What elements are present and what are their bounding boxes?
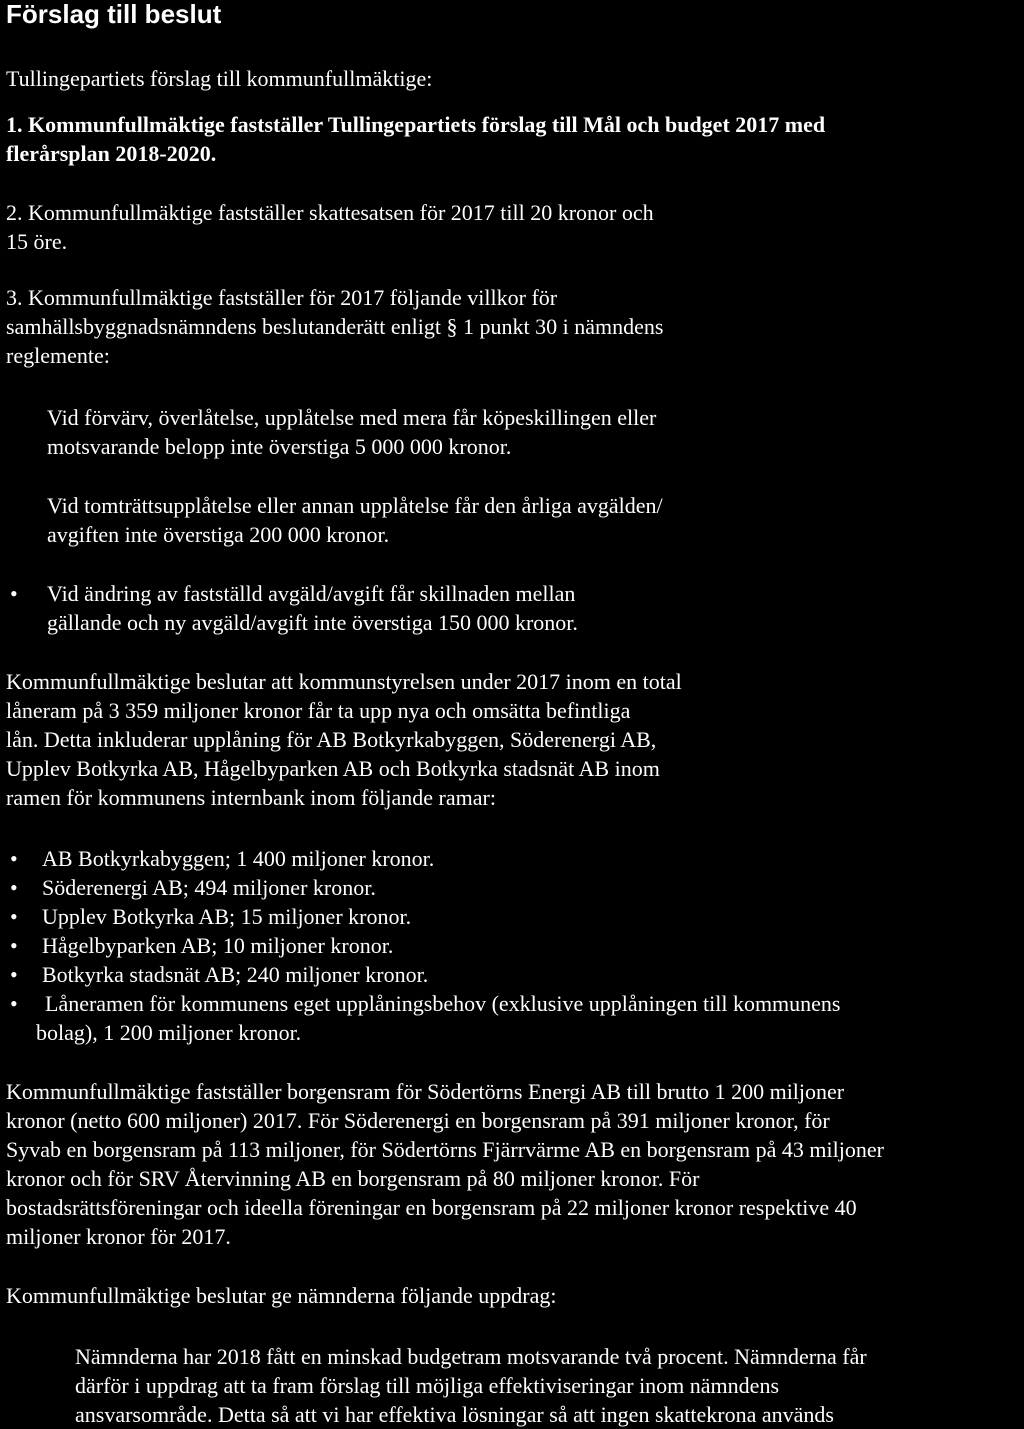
intro-text: Tullingepartiets förslag till kommunfullmäktige:: [6, 66, 433, 91]
loan-item-2: Söderenergi AB; 494 miljoner kronor.: [42, 875, 376, 900]
loan-item-3-bullet: •: [10, 904, 18, 929]
loan-item-4: Hågelbyparken AB; 10 miljoner kronor.: [42, 933, 394, 958]
assignment-intro: Kommunfullmäktige beslutar ge nämnderna följande uppdrag:: [6, 1283, 557, 1308]
loan-line4: Upplev Botkyrka AB, Hågelbyparken AB och Botkyrka stadsnät AB inom: [6, 756, 660, 781]
loan-item-6-bullet: •: [10, 991, 18, 1016]
loan-item-6-line2: bolag), 1 200 miljoner kronor.: [36, 1020, 302, 1045]
item3-line1: 3. Kommunfullmäktige fastställer för 2017 följande villkor för: [6, 285, 558, 310]
guarantee-line3: Syvab en borgensram på 113 miljoner, för Södertörns Fjärrvärme AB en borgensram på 43 miljoner: [6, 1137, 884, 1162]
condition-2-line2: avgiften inte överstiga 200 000 kronor.: [47, 522, 390, 547]
item1-line1: 1. Kommunfullmäktige fastställer Tullingepartiets förslag till Mål och budget 2017 med: [6, 112, 826, 137]
loan-item-3: Upplev Botkyrka AB; 15 miljoner kronor.: [42, 904, 412, 929]
guarantee-line6: miljoner kronor för 2017.: [6, 1224, 231, 1249]
loan-line1: Kommunfullmäktige beslutar att kommunstyrelsen under 2017 inom en total: [6, 669, 682, 694]
guarantee-line1: Kommunfullmäktige fastställer borgensram för Södertörns Energi AB till brutto 1 200 miljoner: [6, 1079, 845, 1104]
assignment-line2: därför i uppdrag att ta fram förslag till möjliga effektiviseringar inom nämndens: [75, 1373, 779, 1398]
loan-item-1: AB Botkyrkabyggen; 1 400 miljoner kronor.: [42, 846, 435, 871]
condition-1-line1: Vid förvärv, överlåtelse, upplåtelse med mera får köpeskillingen eller: [47, 405, 657, 430]
condition-3-bullet: •: [10, 581, 18, 606]
guarantee-line2: kronor (netto 600 miljoner) 2017. För Söderenergi en borgensram på 391 miljoner kronor, för: [6, 1108, 830, 1133]
condition-3-line2: gällande och ny avgäld/avgift inte överstiga 150 000 kronor.: [47, 610, 578, 635]
condition-1-line2: motsvarande belopp inte överstiga 5 000 000 kronor.: [47, 434, 512, 459]
page-title: Förslag till beslut: [6, 0, 222, 29]
loan-item-5-bullet: •: [10, 962, 18, 987]
loan-line5: ramen för kommunens internbank inom följande ramar:: [6, 785, 496, 810]
loan-item-5: Botkyrka stadsnät AB; 240 miljoner kronor.: [42, 962, 429, 987]
condition-2-line1: Vid tomträttsupplåtelse eller annan upplåtelse får den årliga avgälden/: [47, 493, 663, 518]
loan-item-6-line1: Låneramen för kommunens eget upplåningsbehov (exklusive upplåningen till kommunens: [45, 991, 841, 1016]
loan-item-2-bullet: •: [10, 875, 18, 900]
item2-line1: 2. Kommunfullmäktige fastställer skattesatsen för 2017 till 20 kronor och: [6, 200, 654, 225]
item2-line2: 15 öre.: [6, 229, 68, 254]
guarantee-line5: bostadsrättsföreningar och ideella föreningar en borgensram på 22 miljoner kronor respektive 40: [6, 1195, 857, 1220]
assignment-line1: Nämnderna har 2018 fått en minskad budgetram motsvarande två procent. Nämnderna får: [75, 1344, 867, 1369]
assignment-line3: ansvarsområde. Detta så att vi har effektiva lösningar så att ingen skattekrona används: [75, 1402, 834, 1427]
item3-line2: samhällsbyggnadsnämndens beslutanderätt enligt § 1 punkt 30 i nämndens: [6, 314, 664, 339]
item1-line2: flerårsplan 2018-2020.: [6, 141, 217, 166]
condition-3-line1: Vid ändring av fastställd avgäld/avgift får skillnaden mellan: [47, 581, 576, 606]
loan-line3: lån. Detta inkluderar upplåning för AB Botkyrkabyggen, Söderenergi AB,: [6, 727, 657, 752]
loan-item-4-bullet: •: [10, 933, 18, 958]
guarantee-line4: kronor och för SRV Återvinning AB en borgensram på 80 miljoner kronor. För: [6, 1166, 700, 1191]
loan-line2: låneram på 3 359 miljoner kronor får ta upp nya och omsätta befintliga: [6, 698, 631, 723]
item3-line3: reglemente:: [6, 343, 110, 368]
loan-item-1-bullet: •: [10, 846, 18, 871]
